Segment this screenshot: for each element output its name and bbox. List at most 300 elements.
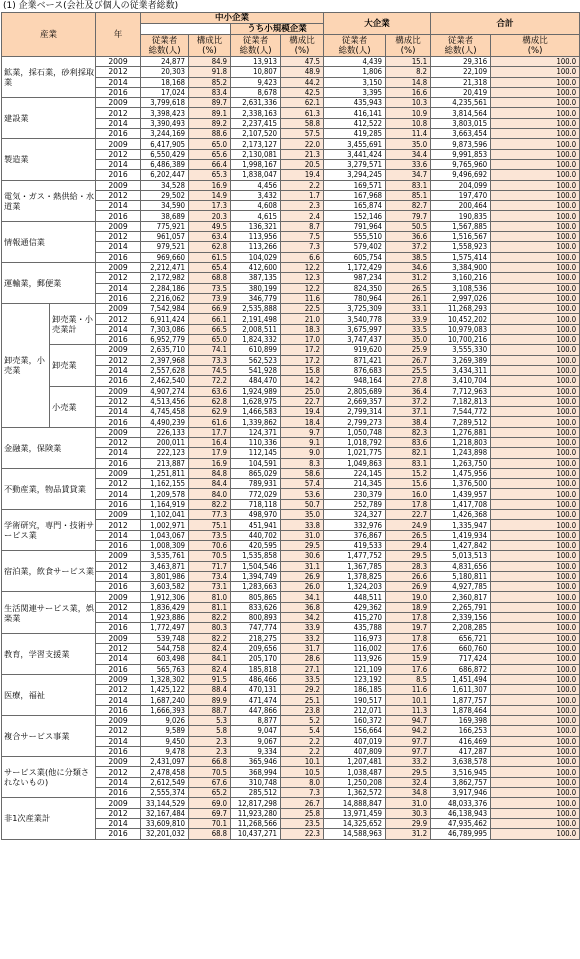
total-employees-cell: 1,575,414 <box>431 252 491 262</box>
total-ratio-cell: 100.0 <box>491 757 580 767</box>
small-employees-cell: 484,470 <box>231 376 281 386</box>
small-employees-cell: 865,029 <box>231 468 281 478</box>
total-employees-cell: 1,417,708 <box>431 499 491 509</box>
small-ratio-cell: 9.7 <box>281 427 324 437</box>
year-cell: 2009 <box>96 262 141 272</box>
total-employees-cell: 1,878,464 <box>431 705 491 715</box>
table-row <box>2 57 580 67</box>
large-ratio-cell: 83.1 <box>386 180 431 190</box>
large-ratio-cell: 17.8 <box>386 633 431 643</box>
large-employees-cell: 1,250,208 <box>324 777 386 787</box>
large-employees-cell: 3,540,778 <box>324 314 386 324</box>
small-employees-cell: 1,535,858 <box>231 551 281 561</box>
large-employees-cell: 1,477,752 <box>324 551 386 561</box>
small-employees-cell: 1,394,749 <box>231 571 281 581</box>
sme-ratio-cell: 69.0 <box>189 798 231 808</box>
sme-ratio-cell: 77.3 <box>189 510 231 520</box>
small-employees-cell: 747,774 <box>231 623 281 633</box>
small-ratio-cell: 2.2 <box>281 180 324 190</box>
sme-ratio-cell: 62.8 <box>189 396 231 406</box>
large-ratio-cell: 38.5 <box>386 252 431 262</box>
small-ratio-cell: 17.2 <box>281 355 324 365</box>
industry-name-cell: 金融業，保険業 <box>2 427 96 468</box>
sme-employees-cell: 1,008,309 <box>141 540 189 550</box>
large-employees-cell: 3,747,437 <box>324 335 386 345</box>
large-employees-cell: 579,402 <box>324 242 386 252</box>
large-ratio-cell: 17.6 <box>386 643 431 653</box>
year-cell: 2012 <box>96 67 141 77</box>
total-employees-cell: 1,877,757 <box>431 695 491 705</box>
large-employees-cell: 1,050,748 <box>324 427 386 437</box>
large-employees-cell: 3,279,571 <box>324 159 386 169</box>
year-cell: 2014 <box>96 571 141 581</box>
sme-ratio-cell: 17.9 <box>189 448 231 458</box>
total-ratio-cell: 100.0 <box>491 293 580 303</box>
large-ratio-cell: 17.8 <box>386 499 431 509</box>
large-employees-cell: 116,973 <box>324 633 386 643</box>
sme-employees-cell: 1,209,578 <box>141 489 189 499</box>
large-ratio-cell: 31.2 <box>386 273 431 283</box>
sme-employees-cell: 1,164,919 <box>141 499 189 509</box>
year-cell: 2012 <box>96 396 141 406</box>
sme-employees-cell: 565,763 <box>141 664 189 674</box>
large-employees-cell: 791,964 <box>324 221 386 231</box>
large-employees-cell: 116,002 <box>324 643 386 653</box>
small-employees-cell: 387,135 <box>231 273 281 283</box>
sme-ratio-cell: 63.6 <box>189 386 231 396</box>
small-employees-cell: 2,237,415 <box>231 118 281 128</box>
small-employees-cell: 209,656 <box>231 643 281 653</box>
large-ratio-cell: 14.8 <box>386 77 431 87</box>
small-employees-cell: 368,994 <box>231 767 281 777</box>
total-ratio-cell: 100.0 <box>491 479 580 489</box>
industry-name-cell: 運輸業，郵便業 <box>2 262 96 303</box>
large-employees-cell: 165,874 <box>324 201 386 211</box>
large-employees-cell: 555,510 <box>324 232 386 242</box>
large-employees-cell: 987,234 <box>324 273 386 283</box>
year-cell: 2014 <box>96 489 141 499</box>
sme-employees-cell: 4,907,274 <box>141 386 189 396</box>
small-employees-cell: 2,191,498 <box>231 314 281 324</box>
small-ratio-cell: 28.6 <box>281 654 324 664</box>
large-ratio-cell: 83.1 <box>386 458 431 468</box>
total-ratio-cell: 100.0 <box>491 304 580 314</box>
year-cell: 2014 <box>96 118 141 128</box>
total-employees-cell: 3,638,578 <box>431 757 491 767</box>
total-employees-cell: 3,108,536 <box>431 283 491 293</box>
large-ratio-cell: 29.5 <box>386 767 431 777</box>
year-cell: 2009 <box>96 304 141 314</box>
sme-employees-cell: 200,011 <box>141 437 189 447</box>
small-ratio-cell: 7.3 <box>281 242 324 252</box>
large-employees-cell: 3,675,997 <box>324 324 386 334</box>
small-employees-cell: 346,779 <box>231 293 281 303</box>
sme-employees-cell: 3,799,618 <box>141 98 189 108</box>
large-ratio-cell: 25.5 <box>386 365 431 375</box>
year-cell: 2012 <box>96 355 141 365</box>
total-employees-cell: 5,180,811 <box>431 571 491 581</box>
small-employees-cell: 365,946 <box>231 757 281 767</box>
total-employees-cell: 3,434,311 <box>431 365 491 375</box>
sme-employees-cell: 7,303,086 <box>141 324 189 334</box>
sme-employees-cell: 603,498 <box>141 654 189 664</box>
year-cell: 2012 <box>96 726 141 736</box>
total-ratio-cell: 100.0 <box>491 458 580 468</box>
total-ratio-cell: 100.0 <box>491 767 580 777</box>
sme-employees-cell: 1,687,240 <box>141 695 189 705</box>
total-ratio-cell: 100.0 <box>491 808 580 818</box>
total-ratio-cell: 100.0 <box>491 437 580 447</box>
total-ratio-cell: 100.0 <box>491 396 580 406</box>
small-employees-cell: 9,067 <box>231 736 281 746</box>
large-employees-cell: 416,141 <box>324 108 386 118</box>
sme-employees-cell: 6,911,424 <box>141 314 189 324</box>
large-ratio-cell: 11.3 <box>386 705 431 715</box>
small-employees-cell: 420,595 <box>231 540 281 550</box>
sme-employees-cell: 2,212,471 <box>141 262 189 272</box>
small-employees-cell: 285,512 <box>231 788 281 798</box>
total-ratio-cell: 100.0 <box>491 283 580 293</box>
sme-employees-cell: 2,284,186 <box>141 283 189 293</box>
large-employees-cell: 121,109 <box>324 664 386 674</box>
sme-ratio-cell: 65.0 <box>189 335 231 345</box>
large-ratio-cell: 18.9 <box>386 602 431 612</box>
total-employees-cell: 3,269,389 <box>431 355 491 365</box>
large-employees-cell: 190,517 <box>324 695 386 705</box>
total-employees-cell: 3,862,757 <box>431 777 491 787</box>
sme-employees-cell: 1,425,122 <box>141 685 189 695</box>
small-employees-cell: 486,466 <box>231 674 281 684</box>
sme-ratio-cell: 88.7 <box>189 705 231 715</box>
large-ratio-cell: 19.7 <box>386 623 431 633</box>
sme-employees-cell: 226,133 <box>141 427 189 437</box>
total-ratio-cell: 100.0 <box>491 685 580 695</box>
small-employees-cell: 447,866 <box>231 705 281 715</box>
large-employees-cell: 876,683 <box>324 365 386 375</box>
total-ratio-cell: 100.0 <box>491 777 580 787</box>
total-ratio-cell: 100.0 <box>491 571 580 581</box>
sme-ratio-cell: 88.4 <box>189 685 231 695</box>
large-employees-cell: 169,571 <box>324 180 386 190</box>
year-cell: 2009 <box>96 180 141 190</box>
small-ratio-cell: 57.4 <box>281 479 324 489</box>
small-ratio-cell: 12.2 <box>281 262 324 272</box>
total-ratio-cell: 100.0 <box>491 242 580 252</box>
large-ratio-cell: 27.8 <box>386 376 431 386</box>
total-employees-cell: 48,033,376 <box>431 798 491 808</box>
year-cell: 2016 <box>96 540 141 550</box>
large-employees-cell: 3,725,309 <box>324 304 386 314</box>
large-ratio-cell: 33.6 <box>386 159 431 169</box>
sme-ratio-cell: 2.3 <box>189 746 231 756</box>
large-ratio-cell: 37.2 <box>386 396 431 406</box>
sme-ratio-cell: 62.8 <box>189 242 231 252</box>
large-ratio-cell: 16.0 <box>386 489 431 499</box>
small-employees-cell: 1,339,862 <box>231 417 281 427</box>
large-ratio-cell: 26.5 <box>386 283 431 293</box>
small-ratio-cell: 2.4 <box>281 211 324 221</box>
table-caption: (1) 企業ベース(会社及び個人の従業者総数) <box>3 1 179 11</box>
sme-ratio-cell: 68.8 <box>189 829 231 839</box>
large-ratio-cell: 34.4 <box>386 149 431 159</box>
small-ratio-cell: 53.6 <box>281 489 324 499</box>
large-employees-cell: 1,324,203 <box>324 582 386 592</box>
sme-employees-cell: 1,102,041 <box>141 510 189 520</box>
large-employees-cell: 3,294,245 <box>324 170 386 180</box>
large-ratio-cell: 26.6 <box>386 571 431 581</box>
year-cell: 2009 <box>96 345 141 355</box>
year-cell: 2016 <box>96 499 141 509</box>
large-employees-cell: 3,150 <box>324 77 386 87</box>
total-employees-cell: 169,398 <box>431 716 491 726</box>
sme-ratio-cell: 66.4 <box>189 159 231 169</box>
sme-ratio-cell: 82.2 <box>189 633 231 643</box>
table-row <box>2 510 580 520</box>
small-employees-cell: 498,970 <box>231 510 281 520</box>
year-cell: 2012 <box>96 602 141 612</box>
total-ratio-cell: 100.0 <box>491 643 580 653</box>
sme-ratio-cell: 70.6 <box>189 540 231 550</box>
year-cell: 2014 <box>96 530 141 540</box>
sme-employees-cell: 1,912,306 <box>141 592 189 602</box>
employee-statistics-table <box>1 12 580 840</box>
total-ratio-cell: 100.0 <box>491 736 580 746</box>
large-employees-cell: 1,378,825 <box>324 571 386 581</box>
year-cell: 2009 <box>96 757 141 767</box>
small-employees-cell: 471,474 <box>231 695 281 705</box>
small-ratio-cell: 18.3 <box>281 324 324 334</box>
total-employees-cell: 1,218,803 <box>431 437 491 447</box>
total-employees-cell: 11,268,293 <box>431 304 491 314</box>
small-ratio-cell: 6.6 <box>281 252 324 262</box>
small-ratio-cell: 33.2 <box>281 633 324 643</box>
total-ratio-cell: 100.0 <box>491 57 580 67</box>
total-ratio-cell: 100.0 <box>491 520 580 530</box>
sme-ratio-cell: 89.7 <box>189 98 231 108</box>
small-ratio-cell: 11.6 <box>281 293 324 303</box>
small-employees-cell: 205,170 <box>231 654 281 664</box>
sme-employees-cell: 32,201,032 <box>141 829 189 839</box>
total-ratio-cell: 100.0 <box>491 170 580 180</box>
small-employees-cell: 1,466,583 <box>231 407 281 417</box>
sub-industry-name-cell: 小売業 <box>50 386 96 427</box>
sme-employees-cell: 38,689 <box>141 211 189 221</box>
small-ratio-cell: 33.5 <box>281 674 324 684</box>
total-ratio-cell: 100.0 <box>491 314 580 324</box>
small-employees-cell: 833,626 <box>231 602 281 612</box>
small-header: うち小規模企業 <box>231 24 324 35</box>
small-ratio-cell: 22.0 <box>281 139 324 149</box>
sme-ratio-cell: 67.6 <box>189 777 231 787</box>
industry-name-cell: 建設業 <box>2 98 96 139</box>
large-ratio-cell: 31.0 <box>386 798 431 808</box>
large-employees-cell: 14,888,847 <box>324 798 386 808</box>
large-ratio-cell: 85.1 <box>386 190 431 200</box>
large-employees-cell: 948,164 <box>324 376 386 386</box>
large-employees-cell: 871,421 <box>324 355 386 365</box>
year-cell: 2014 <box>96 365 141 375</box>
large-employees-cell: 407,019 <box>324 736 386 746</box>
sme-ratio-cell: 66.5 <box>189 324 231 334</box>
industry-name-cell: 宿泊業，飲食サービス業 <box>2 551 96 592</box>
sme-ratio-cell: 84.0 <box>189 489 231 499</box>
large-ratio-cell: 97.7 <box>386 736 431 746</box>
large-employees-cell: 429,362 <box>324 602 386 612</box>
large-ratio-cell: 11.6 <box>386 685 431 695</box>
total-ratio-cell: 100.0 <box>491 149 580 159</box>
small-ratio-cell: 26.7 <box>281 798 324 808</box>
small-employees-cell: 112,145 <box>231 448 281 458</box>
industry-name-cell: サービス業(他に分類されないもの) <box>2 757 96 798</box>
sme-ratio-cell: 62.9 <box>189 407 231 417</box>
year-cell: 2012 <box>96 232 141 242</box>
sme-employees-cell: 1,666,393 <box>141 705 189 715</box>
small-employees-cell: 104,029 <box>231 252 281 262</box>
large-ratio-cell: 15.1 <box>386 57 431 67</box>
small-employees-cell: 8,877 <box>231 716 281 726</box>
total-ratio-cell: 100.0 <box>491 551 580 561</box>
small-employees-cell: 470,131 <box>231 685 281 695</box>
sme-ratio-cell: 89.9 <box>189 695 231 705</box>
sme-employees-cell: 961,057 <box>141 232 189 242</box>
total-ratio-cell: 100.0 <box>491 468 580 478</box>
large-employees-cell: 113,926 <box>324 654 386 664</box>
year-cell: 2012 <box>96 520 141 530</box>
large-employees-cell: 152,146 <box>324 211 386 221</box>
small-employees-cell: 310,748 <box>231 777 281 787</box>
small-employees-cell: 412,600 <box>231 262 281 272</box>
total-ratio-cell: 100.0 <box>491 180 580 190</box>
sme-ratio-cell: 91.8 <box>189 67 231 77</box>
large-employees-cell: 3,455,691 <box>324 139 386 149</box>
large-ratio-cell: 8.5 <box>386 674 431 684</box>
sme-ratio-cell: 16.4 <box>189 437 231 447</box>
large-ratio-cell: 17.6 <box>386 664 431 674</box>
large-ratio-cell: 33.2 <box>386 757 431 767</box>
large-ratio-cell: 10.3 <box>386 98 431 108</box>
small-employees-cell: 805,865 <box>231 592 281 602</box>
total-ratio-cell: 100.0 <box>491 798 580 808</box>
large-ratio-cell: 22.7 <box>386 510 431 520</box>
total-employees-cell: 1,263,750 <box>431 458 491 468</box>
large-employees-cell: 780,964 <box>324 293 386 303</box>
year-cell: 2012 <box>96 808 141 818</box>
small-ratio-cell: 34.2 <box>281 613 324 623</box>
small-ratio-cell: 23.8 <box>281 705 324 715</box>
table-row <box>2 633 580 643</box>
total-employees-cell: 7,712,963 <box>431 386 491 396</box>
sme-employees-cell: 969,660 <box>141 252 189 262</box>
small-ratio-cell: 35.0 <box>281 510 324 520</box>
sme-ratio-cell: 84.9 <box>189 57 231 67</box>
large-ratio-cell: 31.2 <box>386 829 431 839</box>
sme-employees-cell: 2,612,549 <box>141 777 189 787</box>
year-cell: 2016 <box>96 458 141 468</box>
large-employees-cell: 1,172,429 <box>324 262 386 272</box>
year-cell: 2014 <box>96 613 141 623</box>
year-cell: 2016 <box>96 788 141 798</box>
large-employees-cell: 1,806 <box>324 67 386 77</box>
sme-ratio-cell: 65.2 <box>189 788 231 798</box>
total-ratio-cell: 100.0 <box>491 705 580 715</box>
total-ratio-cell: 100.0 <box>491 510 580 520</box>
total-ratio-cell: 100.0 <box>491 561 580 571</box>
year-cell: 2016 <box>96 623 141 633</box>
large-employees-cell: 412,522 <box>324 118 386 128</box>
total-employees-cell: 686,872 <box>431 664 491 674</box>
industry-name-cell: 非1次産業計 <box>2 798 96 839</box>
large-employees-cell: 1,207,481 <box>324 757 386 767</box>
small-ratio-cell: 30.6 <box>281 551 324 561</box>
ratio-col-header: 構成比 (%) <box>281 35 324 57</box>
large-employees-cell: 212,071 <box>324 705 386 715</box>
year-cell: 2009 <box>96 674 141 684</box>
total-ratio-cell: 100.0 <box>491 829 580 839</box>
small-employees-cell: 1,504,546 <box>231 561 281 571</box>
small-ratio-cell: 9.1 <box>281 437 324 447</box>
large-employees-cell: 214,345 <box>324 479 386 489</box>
sme-ratio-cell: 17.7 <box>189 427 231 437</box>
large-ratio-cell: 35.0 <box>386 335 431 345</box>
year-cell: 2016 <box>96 376 141 386</box>
year-cell: 2012 <box>96 561 141 571</box>
sme-ratio-cell: 72.2 <box>189 376 231 386</box>
large-ratio-cell: 26.1 <box>386 293 431 303</box>
large-ratio-cell: 35.0 <box>386 139 431 149</box>
total-ratio-cell: 100.0 <box>491 499 580 509</box>
small-employees-cell: 2,631,336 <box>231 98 281 108</box>
large-employees-cell: 160,372 <box>324 716 386 726</box>
large-ratio-cell: 15.9 <box>386 654 431 664</box>
small-employees-cell: 541,928 <box>231 365 281 375</box>
small-ratio-cell: 48.9 <box>281 67 324 77</box>
small-ratio-cell: 19.4 <box>281 170 324 180</box>
year-cell: 2012 <box>96 685 141 695</box>
sme-employees-cell: 539,748 <box>141 633 189 643</box>
year-cell: 2016 <box>96 87 141 97</box>
sme-ratio-cell: 88.6 <box>189 129 231 139</box>
total-ratio-cell: 100.0 <box>491 345 580 355</box>
ratio-col-header: 構成比 (%) <box>491 35 580 57</box>
total-employees-cell: 1,516,567 <box>431 232 491 242</box>
sme-ratio-cell: 65.0 <box>189 139 231 149</box>
sme-ratio-cell: 91.5 <box>189 674 231 684</box>
sme-employees-cell: 33,609,810 <box>141 818 189 828</box>
large-ratio-cell: 37.1 <box>386 407 431 417</box>
year-cell: 2014 <box>96 324 141 334</box>
sme-employees-cell: 1,923,886 <box>141 613 189 623</box>
year-cell: 2014 <box>96 159 141 169</box>
total-ratio-cell: 100.0 <box>491 427 580 437</box>
sme-ratio-cell: 70.5 <box>189 551 231 561</box>
sme-employees-cell: 1,836,429 <box>141 602 189 612</box>
total-employees-cell: 9,991,853 <box>431 149 491 159</box>
sme-ratio-cell: 81.1 <box>189 602 231 612</box>
small-ratio-cell: 23.5 <box>281 818 324 828</box>
sme-ratio-cell: 82.4 <box>189 664 231 674</box>
small-ratio-cell: 22.7 <box>281 396 324 406</box>
sme-ratio-cell: 80.3 <box>189 623 231 633</box>
small-ratio-cell: 42.5 <box>281 87 324 97</box>
sme-ratio-cell: 61.5 <box>189 252 231 262</box>
year-cell: 2012 <box>96 643 141 653</box>
small-employees-cell: 10,437,271 <box>231 829 281 839</box>
small-employees-cell: 9,334 <box>231 746 281 756</box>
large-ratio-cell: 33.9 <box>386 314 431 324</box>
total-ratio-cell: 100.0 <box>491 118 580 128</box>
year-cell: 2014 <box>96 736 141 746</box>
sme-spacer <box>141 24 231 35</box>
